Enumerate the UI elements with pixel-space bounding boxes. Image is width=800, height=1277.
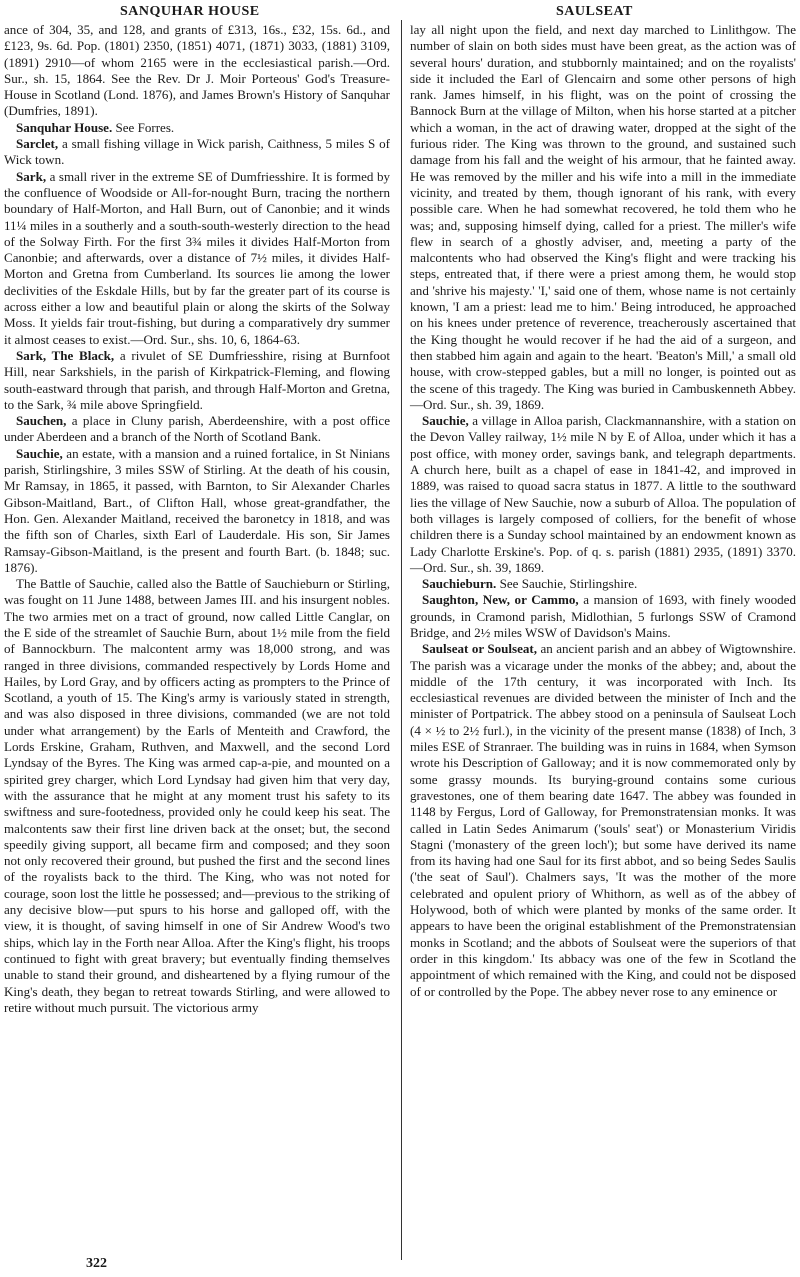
entry-headword: Sark, The Black,	[16, 347, 115, 363]
page-number: 322	[86, 1256, 107, 1271]
entry-headword: Sanquhar House.	[16, 119, 113, 135]
entry-sanquhar-house	[4, 120, 390, 136]
entry-headword: Sarclet,	[16, 136, 59, 152]
entry-headword: Sauchie,	[422, 413, 469, 429]
entry-text: See Sauchie, Stirlingshire.	[496, 576, 638, 592]
entry-continuation	[410, 22, 796, 413]
entry-text: a place in Cluny parish, Aberdeenshire, with a post office under Aberdeen and a branch of the North of Scotland Bank.	[4, 413, 390, 445]
entry-headword: Sauchie,	[16, 445, 63, 461]
entry-text: an ancient parish and an abbey of Wigtownshire. The parish was a vicarage under the monks of the abbey; and, about the middle of the 17th century, it was incorporated with Inch. Its ecclesiastical revenues are divided between the minister of Inch and the minister of Portpatrick. The abbey stood on a peninsula of Saulseat Loch (4 × ½ to 2½ furl.), in the vicinity of the present manse (1838) of Inch, 3 miles ESE of Stranraer. The building was in ruins in 1684, when Symson wrote his Description of Galloway; and it is now commemorated only by some grassy mounds. Its burying-ground contains some curious gravestones, one of them bearing date 1647. The abbey was founded in 1148 by Fergus, Lord of Galloway, for Premonstratensian monks. It was called in Latin Sedes Animarum ('souls' seat') or Monasterium Viridis Stagni ('monastery of the green loch'); but some have derived its name from its having had one Saul for its first abbot, and so being Sedes Saulis ('the seat of Saul'). Chalmers says, 'It was the mother of the more celebrated and opulent priory of Whithorn, as well as of the abbey of Holywood, both of which were planted by monks of the same order. It appears to have been the original establishment of the Premonstratensian monks in Scotland; and the abbots of Soulseat were the superiors of that order in this kingdom.' Its abbacy was one of the few in Scotland the appointment of which remained with the King, and could not be disposed of or controlled by the Pope. The abbey never rose to any eminence or	[410, 641, 796, 999]
entry-headword: Saughton, New, or Cammo,	[422, 592, 579, 608]
entry-headword: Sark,	[16, 168, 47, 184]
entry-sauchie-estate	[4, 446, 390, 576]
entry-headword: Sauchen,	[16, 413, 67, 429]
entry-headword: Sauchieburn.	[422, 576, 497, 592]
entry-sauchie-village	[410, 413, 796, 576]
entry-battle-of-sauchie	[4, 576, 390, 1016]
right-column	[410, 22, 796, 1000]
entry-saughton	[410, 592, 796, 641]
column-divider	[401, 20, 402, 1260]
left-column	[4, 22, 390, 1016]
entry-text: lay all night upon the field, and next day marched to Linlithgow. The number of slain on both sides must have been great, as the action was of several hours' duration, and stubbornly maintained; and on the royalists' side it included the Earl of Glencairn and some other persons of high rank. James himself, in his flight, was on the point of crossing the Bannock Burn at the village of Milton, when his horse started at a pitcher which a woman, in the act of drawing water, dropped at the sight of the furious rider. The King was thrown to the ground, and sustained such damage from his fall and the weight of his armour, that he fainted away. He was removed by the miller and his wife into a mill in the immediate vicinity, and treated by them, though ignorant of his rank, with every possible care. When he had somewhat recovered, he told them who he was; and, supposing himself dying, called for a priest. The miller's wife flew in search of a ghostly adviser, and, meeting a party of the malcontents who had observed the King's flight and were tracking his steps, entreated that, if there were a priest among them, he would stop and 'shrive his majesty.' 'I,' said one of them, whose name is not certainly known, 'I am a priest: lead me to him.' Being introduced, he approached on his knees under pretence of reverence, treacherously ascertained that the King thought he would recover if he had the aid of a surgeon, and then stabbed him again and again to the heart. 'Beaton's Mill,' a small old house, with crow-stepped gables, but a mill no longer, is pointed out as the scene of this tragedy. The King was buried in Cambuskenneth Abbey.—Ord. Sur., sh. 39, 1869.	[410, 22, 796, 412]
entry-text: See Forres.	[112, 119, 175, 135]
entry-headword: Saulseat or Soulseat,	[422, 641, 538, 657]
entry-continuation	[4, 22, 390, 120]
entry-text: a small fishing village in Wick parish, Caithness, 5 miles S of Wick town.	[4, 136, 390, 168]
entry-text: The Battle of Sauchie, called also the Battle of Sauchieburn or Stirling, was fought on 11 June 1488, between James III. and his insurgent nobles. The two armies met on a tract of ground, now called Little Canglar, on the E side of the streamlet of Sauchie Burn, about 1½ mile from the field of Bannockburn. The malcontent army was 18,000 strong, and was ranged in three divisions, commanded respectively by Lords Home and Hailes, by Lord Gray, and by officers acting as prompters to the Prince of Scotland, a youth of 15. The King's army is variously stated in strength, and was also disposed in three divisions, commanded (we are not told under what arrangement) by the Earls of Menteith and Crawford, the Lords Erskine, Graham, Ruthven, and Maxwell, and the second Lord Lyndsay of the Byres. The King was armed cap-a-pie, and mounted on a spirited grey charger, which Lord Lyndsay had given him that very day, with the assurance that he might at any moment trust his safety to its swiftness and sure-footedness, provided only he could keep his seat. The malcontents saw their first line driven back at the onset; but, the second speedily giving support, all became firm and composed; and they soon not only recovered their ground, but pushed the first and the second lines of the royalists back to the third. The King, who was not noted for courage, soon lost the little he possessed; and—previous to the striking of any decisive blow—put spurs to his horse and galloped off, with the view, it is thought, of saving himself in one of Sir Andrew Wood's two ships, which lay in the Forth near Alloa. After the King's flight, his troops continued to fight with great bravery; but eventually finding themselves unable to stand their ground, and disheartened by a flying rumour of the King's death, they began to retreat towards Stirling, and were allowed to retire without much pursuit. The victorious army	[4, 576, 390, 1015]
running-header-left: SANQUHAR HOUSE	[120, 4, 260, 19]
entry-sark-black	[4, 348, 390, 413]
entry-text: an estate, with a mansion and a ruined fortalice, in St Ninians parish, Stirlingshire, 3 miles SSW of Stirling. At the death of his cousin, Mr Ramsay, in 1865, it passed, with Barnton, to Sir Alexander Charles Gibson-Maitland, Bart., of Clifton Hall, whose great-grandfather, the Hon. Gen. Alexander Maitland, received the baronetcy in 1818, and was the fifth son of Charles, sixth Earl of Lauderdale. His son, Sir James Ramsay-Gibson-Maitland, is the present and fourth Bart. (b. 1848; suc. 1876).	[4, 445, 390, 575]
entry-text: a rivulet of SE Dumfriesshire, rising at Burnfoot Hill, near Sarkshiels, in the parish of Kirkpatrick-Fleming, and flowing south-eastward through that parish, and through Half-Morton and Gretna, to the Sark, ¾ mile above Springfield.	[4, 347, 390, 412]
entry-sauchieburn	[410, 576, 796, 592]
entry-text: a small river in the extreme SE of Dumfriesshire. It is formed by the confluence of Woodside or All-for-nought Burn, tracing the northern boundary of Half-Morton, and Hall Burn, out of Canonbie; and it winds 11¼ miles in a southerly and a south-south-westerly direction to the head of the Solway Firth. For the first 3¾ miles it divides Half-Morton from Canonbie; and afterwards, over a distance of 7½ miles, it divides Half-Morton and Gretna from Cumberland. Its sources lie among the lower declivities of the Eskdale Hills, but by far the greater part of its course is across either a low and beautiful plain or along the skirts of the Solway Moss. It yields fair trout-fishing, but during a comparatively dry summer it almost ceases to exist.—Ord. Sur., shs. 10, 6, 1864-63.	[4, 168, 390, 347]
entry-sarclet	[4, 136, 390, 169]
entry-text: ance of 304, 35, and 128, and grants of £313, 16s., £32, 15s. 6d., and £123, 9s. 6d. Pop. (1801) 2350, (1851) 4071, (1871) 3033, (1881) 3109, (1891) 2910—of whom 2165 were in the ecclesiastical parish.—Ord. Sur., sh. 15, 1864. See the Rev. Dr J. Moir Porteous' God's Treasure-House in Scotland (Lond. 1876), and James Brown's History of Sanquhar (Dumfries, 1891).	[4, 22, 390, 119]
entry-saulseat	[410, 641, 796, 1000]
entry-sark	[4, 169, 390, 348]
entry-text: a village in Alloa parish, Clackmannanshire, with a station on the Devon Valley railway, 1½ mile N by E of Alloa, under which it has a post office, with money order, savings bank, and telegraph departments. A church here, built as a chapel of ease in 1841-42, and improved in 1889, was raised to quoad sacra status in 1877. A little to the southward lies the village of New Sauchie, now a suburb of Alloa. The population of both villages is largely composed of colliers, for the benefit of whose children there is a Sunday school maintained by an endowment known as Lady Charlotte Erskine's. Pop. of q. s. parish (1881) 2935, (1891) 3370.—Ord. Sur., sh. 39, 1869.	[410, 413, 796, 575]
entry-text: a mansion of 1693, with finely wooded grounds, in Cramond parish, Midlothian, 5 furlongs SSW of Cramond Bridge, and 2½ miles WSW of Davidson's Mains.	[410, 592, 796, 640]
running-header-right: SAULSEAT	[556, 4, 633, 19]
entry-sauchen	[4, 413, 390, 446]
